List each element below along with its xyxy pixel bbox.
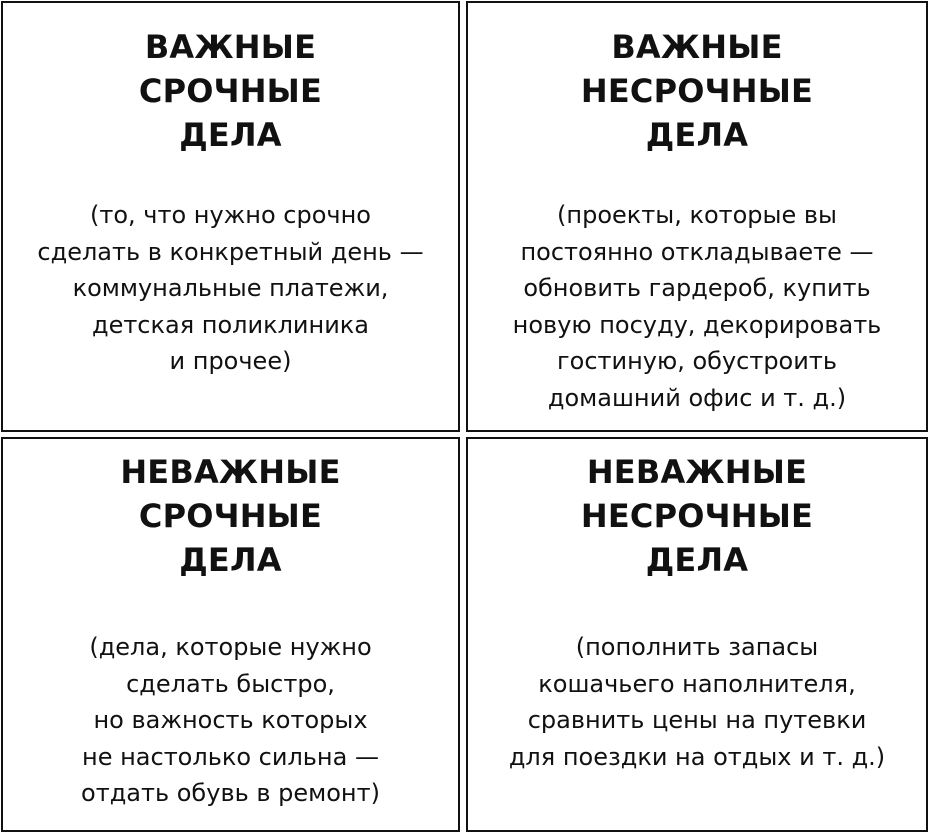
description-line: гостиную, обустроить (557, 347, 837, 375)
description-line: (то, что нужно срочно (90, 201, 371, 229)
description-line: домашний офис и т. д.) (547, 383, 847, 412)
description-line: отдать обувь в ремонт) (81, 779, 380, 807)
title-line: НЕВАЖНЫЕ (586, 453, 808, 491)
quadrant-important-not-urgent (466, 1, 928, 432)
quadrant-description (468, 197, 926, 416)
quadrant-description (468, 629, 926, 775)
description-line: коммунальные платежи, (72, 274, 389, 302)
title-line: ДЕЛА (179, 541, 282, 579)
quadrant-description (3, 197, 458, 380)
title-line: СРОЧНЫЕ (138, 497, 323, 535)
title-line: ДЕЛА (645, 541, 749, 579)
description-line: сделать быстро, (126, 669, 335, 698)
description-line: не настолько сильна — (82, 742, 379, 771)
description-line: постоянно откладываете — (520, 237, 874, 266)
title-line: ВАЖНЫЕ (144, 28, 317, 66)
description-line: для поездки на отдых и т. д.) (508, 742, 886, 771)
title-line: ВАЖНЫЕ (611, 28, 783, 66)
title-line: НЕСРОЧНЫЕ (580, 72, 814, 110)
description-line: но важность которых (93, 706, 368, 734)
quadrant-title (468, 450, 926, 582)
description-line: сравнить цены на путевки (527, 706, 867, 734)
title-line: СРОЧНЫЕ (138, 72, 323, 110)
quadrant-title (3, 450, 458, 582)
quadrant-description (3, 629, 458, 812)
description-line: кошачьего наполнителя, (538, 669, 856, 698)
description-line: новую посуду, декорировать (512, 310, 882, 339)
title-line: ДЕЛА (645, 116, 749, 154)
title-line: НЕСРОЧНЫЕ (580, 497, 814, 535)
title-line: ДЕЛА (179, 116, 282, 154)
description-line: сделать в конкретный день — (37, 237, 424, 266)
description-line: обновить гардероб, купить (523, 274, 871, 302)
description-line: (пополнить запасы (575, 633, 819, 661)
quadrant-not-important-urgent (1, 437, 460, 832)
description-line: (проекты, которые вы (557, 201, 837, 229)
title-line: НЕВАЖНЫЕ (120, 453, 341, 491)
quadrant-not-important-not-urgent (466, 437, 928, 832)
quadrant-important-urgent (1, 1, 460, 432)
quadrant-title (468, 25, 926, 157)
description-line: (дела, которые нужно (89, 633, 372, 661)
description-line: детская поликлиника (91, 310, 370, 339)
quadrant-title (3, 25, 458, 157)
description-line: и прочее) (169, 347, 292, 375)
